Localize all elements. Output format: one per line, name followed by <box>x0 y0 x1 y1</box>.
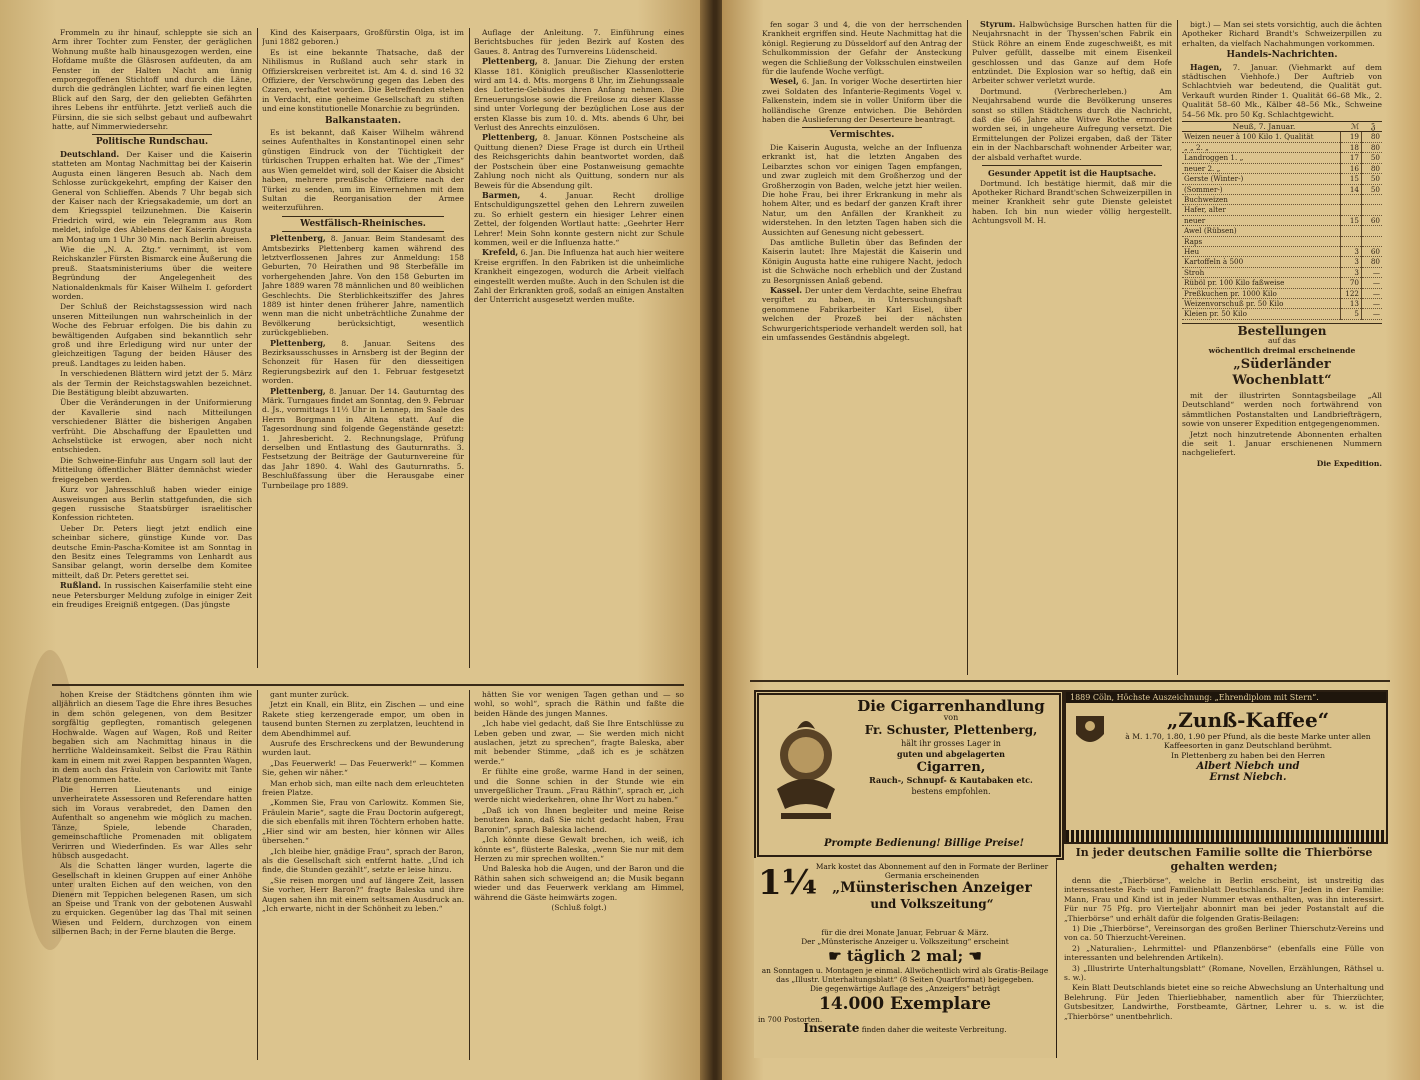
coffee-seller: Albert Niebch und <box>1196 760 1300 772</box>
left-top-column-2 <box>262 28 464 668</box>
market-title: Neuß, 7. Januar. <box>1232 122 1296 132</box>
grain-item: Weizen neuer à 100 Kilo 1. Qualität <box>1182 132 1341 142</box>
grain-price-row <box>1182 205 1382 215</box>
grain-price-row <box>1182 132 1382 142</box>
article-text: Die Kaiserin Augusta, welche an der Influenza erkrankt ist, hat die letzten Angaben des Leibarztes schon vor einigen Tagen empfangen, und zwar zugleich mit dem Großherzog und der Großherzogin von Baden, welche jetzt hier weilen. Die hohe Frau, bei ihrer Erkrankung in mehr als hohem Alter, und es bedarf der ganzen Kraft ihrer Natur, um den Anfällen der Krankheit zu widerstehen. In den letzten Tagen haben sich die Aussichten auf Genesung nicht gebessert. <box>762 142 962 237</box>
column-rule <box>469 690 470 1060</box>
story-text: „Sie reisen morgen und auf längere Zeit, lassen Sie vorher, Herr Baron?“ fragte Baleska und ihre Augen sahen ihn mit einem seltsamen Ausdruck an. „Ich erwarte, nicht in der Schönheit zu leben.“ <box>262 875 464 913</box>
left-top-column-1 <box>52 28 252 668</box>
grain-item: Rüböl pr. 100 Kilo faßweise <box>1182 278 1341 288</box>
thierboerse-item: 2) „Naturalien-, Lehrmittel- und Pflanzenbörse“ (ebenfalls eine Fülle von interessanten und belehrenden Artikeln). <box>1064 943 1384 963</box>
dateline: Krefeld, <box>482 247 519 258</box>
anzeiger-title: „Münsterischen Anzeiger <box>832 880 1032 896</box>
price-mark <box>1341 236 1362 246</box>
article-text: 8. Januar. Seitens des Bezirksausschusses in Arnsberg ist der Beginn der Schonzeit für Hasen für den diesseitigen Regierungsbezirk auf den 1. Februar festgesetzt worden. <box>262 338 464 386</box>
article-text: Über die Veränderungen in der Uniformierung der Kavallerie sind nach Mitteilungen verschiedener Blätter die bisherigen Angaben verfrüht. Die Abschaffung der Epauletten und Achselstücke ist erwogen, aber noch nicht entschieden. <box>52 398 252 455</box>
left-page <box>0 0 708 1080</box>
story-text: Und Baleska hob die Augen, und der Baron und die Räthin sahen sich schweigend an; die Musik begann wieder und das Feuerwerk verklang am Himmel, während die Gäste heimwärts zogen. <box>474 864 684 902</box>
grain-item: Kartoffeln à 500 <box>1182 257 1341 267</box>
anzeiger-line: Der „Münsterische Anzeiger u. Volkszeitung“ erscheint <box>801 937 1009 946</box>
price-pf: 60 <box>1362 215 1383 225</box>
story-text: Jetzt ein Knall, ein Blitz, ein Zischen — und eine Rakete stieg kerzengerade empor, um oben in tausend bunten Sternen zu zerplatzen, leuchtend in dem Abendhimmel auf. <box>262 700 464 738</box>
grain-item: Buchweizen <box>1182 194 1341 204</box>
dateline: Plettenberg, <box>270 233 326 244</box>
dateline: Hagen, <box>1190 61 1223 72</box>
orders-line: wöchentlich dreimal erscheinende <box>1208 345 1356 355</box>
orders-text: mit der illustrirten Sonntagsbeilage „All Deutschland“ werden noch fortwährend von sämmtlichen Postanstalten und Landbriefträgern, sowie von unserer Expedition entgegengenommen. <box>1182 391 1382 429</box>
grain-item: Weizenvorschuß pr. 50 Kilo <box>1182 298 1341 308</box>
eagle-emblem-icon <box>767 709 845 829</box>
grain-item: Heu <box>1182 246 1341 256</box>
cigar-ad-owner: Fr. Schuster, Plettenberg, <box>864 723 1038 737</box>
subheading-balkanstaaten: Balkanstaaten. <box>325 115 401 126</box>
story-text: „Ich bleibe hier, gnädige Frau“, sprach der Baron, als die Gesellschaft sich entfernt hatte. „Und ich finde, die Stunden gezählt“, setzte er leise hinzu. <box>262 846 464 875</box>
cigar-ad-line: Cigarren, <box>916 760 986 775</box>
advert-heading-appetit: Gesunder Appetit ist die Hauptsache. <box>987 168 1157 179</box>
story-text: hohen Kreise der Städtchens gönnten ihm wie alljährlich an diesem Tage die Ehre ihres Besuches in dem schön gelegenen, von dem Besitzer sorgfältig gepflegten, romantisch gelegenen Hochwalde. Wagen auf Wagen, Roß und Reiter begaben sich am Nachmittag hinaus in die herrliche Waldeinsamkeit. Selbst die Frau Räthin kam in einem mit zwei Rappen bespannten Wagen, in dem auch das Fräulein von Carlowitz mit Tante Platz genommen hatte. <box>52 690 252 784</box>
price-pf: 50 <box>1362 153 1383 163</box>
article-intro: Frommeln zu ihr hinauf, schleppte sie sich an Arm ihrer Tochter zum Fenster, der geräglichen Wohnung mußte halb hinausgezogen werden, eine Hofdame mußte die Gläsrosen aufdeuten, da am Fenster in der Halten Nacht am ünnig emporgegoffenen Stichtoff und durch die Läne, durch die gedränglen Lichter, warf fie einen legten Blick auf den Sarg, der den geliebten Gefährten ihres Lebens ihr entführte. Jetzt verließ auch die Fürsinn, die sie sich selbst gebaut und aufbewahrt hatte, auf Nimmerwiedersehr. <box>52 28 252 132</box>
price-pf: — <box>1362 278 1383 288</box>
article-text: 8. Januar. Die Ziehung der ersten Klasse 181. Königlich preußischer Klassenlotterie wird am 14. d. Mts. morgens 8 Uhr, im Ziehungssaale des Lotterie-Gebäudes ihren Anfang nehmen. Die Erneuerungslose sowie die Freilose zu dieser Klasse sind unter Vorlegung der bezüglichen Lose aus der ersten Klasse bis zum 10. d. Mts. abends 6 Uhr, bei Verlust des Anrechts einzulösen. <box>474 57 684 133</box>
story-text: „Kommen Sie, Frau von Carlowitz. Kommen Sie, Fräulein Marie“, sagte die Frau Doctorin aufgeregt, die sich ebenfalls mit ihren Töchtern erhoben hatte. „Hier sind wir am besten, hier können wir Alles übersehen.“ <box>262 798 464 846</box>
anzeiger-line: Mark kostet das Abonnement auf den in Formate der Berliner Germania erscheinenden <box>815 862 1049 880</box>
story-text: „Ich könnte diese Gewalt brechen, ich weiß, ich könnte es“, flüsterte Baleska, „wenn Sie nur mit dem Herzen zu mir sprechen wollten.“ <box>474 835 684 863</box>
cigar-ad-title: Die Cigarrenhandlung <box>857 697 1045 715</box>
price-mark <box>1341 205 1362 215</box>
grain-item: neuer <box>1182 215 1341 225</box>
story-text: Er fühlte eine große, warme Hand in der seinen, und die Sonne schien in der Stunde wie ein unvergeßlicher Traum. „Frau Räthin“, sprach er, „ich werde nicht wiederkehren, ohne Ihr Wort zu haben.“ <box>474 767 684 805</box>
article-text: 6. Jan. In voriger Woche desertirten hier zwei Soldaten des Infanterie-Regiments Vogel v. Falkenstein, indem sie in voller Uniform über die holländische Grenze entwichen. Die Behörden haben die Auslieferung der Deserteure beantragt. <box>762 77 962 125</box>
article-text: Das amtliche Bulletin über das Befinden der Kaiserin lautet: Ihre Majestät die Kaiserin und Königin Augusta hatte eine ruhigere Nacht, jedoch ist die Schwäche noch erheblich und der Zustand zu Besorgnissen Anlaß gebend. <box>762 237 962 285</box>
price-figure: 1¼ <box>758 863 818 903</box>
grain-price-row <box>1182 278 1382 288</box>
grain-item: Kleien pr. 50 Kilo <box>1182 309 1341 319</box>
story-text: Ausrufe des Erschreckens und der Bewunderung wurden laut. <box>262 739 464 758</box>
cigar-ad-line: guten und abgelagerten <box>897 749 1005 759</box>
article-text: Halbwüchsige Burschen hatten für die Neujahrsnacht in der Thyssen'schen Fabrik ein Stück Röhre an einem Ende zugeschweißt, es mit Pulver gefüllt, dasselbe mit einem Eisenkeil geschlossen und das Ganze auf dem Hofe entzündet. Die Explosion war so heftig, daß ein Arbeiter schwer verletzt wurde. <box>972 20 1172 86</box>
anzeiger-line: Die gegenwärtige Auflage des „Anzeigers“ beträgt <box>810 984 1000 993</box>
grain-item: Landroggen 1. „ <box>1182 153 1341 163</box>
price-pf: 50 <box>1362 174 1383 184</box>
grain-item: Hafer, alter <box>1182 205 1341 215</box>
grain-price-row <box>1182 309 1382 319</box>
left-bottom-column-2 <box>262 690 464 1060</box>
orders-line: auf das <box>1268 336 1296 346</box>
price-pf: — <box>1362 288 1383 298</box>
article-text: Ueber Dr. Peters liegt jetzt endlich eine scheinbar sichere, günstige Kunde vor. Das deutsche Emin-Pascha-Komitee ist am Sonntag in den Besitz eines Telegramms von Lenhardt aus Sansibar gelangt, worin derselbe dem Komitee mitteilt, daß Dr. Peters gerettet sei. <box>52 523 252 580</box>
price-mark: 70 <box>1341 278 1362 288</box>
grain-price-row <box>1182 298 1382 308</box>
left-bottom-column-1 <box>52 690 252 1060</box>
grain-price-row <box>1182 215 1382 225</box>
price-mark <box>1341 226 1362 236</box>
grain-item: Awel (Rübsen) <box>1182 226 1341 236</box>
story-text: gant munter zurück. <box>270 690 349 699</box>
grain-price-row <box>1182 288 1382 298</box>
coffee-advert <box>1064 690 1388 844</box>
subheading-deutschland: Deutschland. <box>60 148 120 159</box>
price-mark: 13 <box>1341 298 1362 308</box>
price-mark: 19 <box>1341 132 1362 142</box>
currency-pf-label: ჴ <box>1370 122 1376 132</box>
anzeiger-inserate: Inserate <box>803 1021 860 1035</box>
article-text: 8. Januar. Beim Standesamt des Amtsbezirks Plettenberg kamen während des letztverflossenen Jahres zur Anmeldung: 158 Geburten, 70 Heirathen und 98 Sterbefälle im vorhergehenden Jahre. Von den 158 Geburten im Jahre 1889 waren 78 männlichen und 80 weiblichen Geschlechts. Die Sterblichkeitsziffer des Jahres 1889 ist hinter denen früherer Jahre, namentlich wenn man die nicht unbeträchtliche Zunahme der Bevölkerung berücksichtigt, wesentlich zurückgeblieben. <box>262 234 464 338</box>
article-text: Kurz vor Jahresschluß haben wieder einige Ausweisungen aus Berlin stattgefunden, die sich gegen russische Staatsbürger israelitischer Konfession richteten. <box>52 485 252 523</box>
coffee-where: In Plettenberg zu haben bei den Herren <box>1170 750 1326 760</box>
price-mark: 3 <box>1341 246 1362 256</box>
grain-item: (Sommer-) <box>1182 184 1341 194</box>
right-top-column-1 <box>762 20 962 675</box>
price-pf <box>1362 236 1383 246</box>
ads-divider <box>750 680 1390 682</box>
article-text: Wie die „N. A. Ztg.“ vernimmt, ist vom Reichskanzler Fürsten Bismarck eine Äußerung die preuß. Staatsministeriums über die weitere Begründung der Angelegenheit des Nationaldenkmals für Kaiser Wilhelm I. gefordert worden. <box>52 244 252 301</box>
right-top-column-2 <box>972 20 1172 675</box>
article-text: 6. Jan. Die Influenza hat auch hier weitere Kreise ergriffen. In den Fabriken ist die unheimliche Krankheit eingezogen, wodurch die Arbeit vielfach eingestellt werden mußte. Auch in den Schulen ist die Zahl der Erkrankten groß, sodaß an einigen Anstalten der Unterricht ausgesetzt werden mußte. <box>474 248 684 305</box>
column-rule <box>469 28 470 668</box>
coffee-seller: Ernst Niebch. <box>1209 771 1287 783</box>
grain-price-row <box>1182 257 1382 267</box>
muensterischer-anzeiger-advert <box>754 858 1057 1058</box>
anzeiger-line: in 700 Postorten. <box>758 1015 823 1024</box>
grain-item: neuer 2. „ <box>1182 163 1341 173</box>
grain-price-row <box>1182 246 1382 256</box>
orders-text: Jetzt noch hinzutretende Abonnenten erhalten die seit 1. Januar erschienenen Nummern nachgeliefert. <box>1182 429 1382 458</box>
story-text: Als die Schatten länger wurden, lagerte die Gesellschaft in kleinen Gruppen auf einer Anhöhe unter uralten Eichen auf den weichen, von den Dienern mit Teppichen belegenen Rasen, um sich an Speise und Trank von der gebotenen Auswahl zu erquicken. Gegenüber lag das Thal mit seinen Wiesen und Feldern, durchzogen von einem silbernen Bach; in der Ferne blauten die Berge. <box>52 861 252 937</box>
anzeiger-line: finden daher die weiteste Verbreitung. <box>861 1025 1007 1034</box>
story-text: Man erhob sich, man eilte nach dem erleuchteten freien Platze. <box>262 778 464 798</box>
price-pf: 80 <box>1362 142 1383 152</box>
column-rule <box>257 690 258 1060</box>
price-pf: — <box>1362 267 1383 277</box>
story-text: hätten Sie vor wenigen Tagen gethan und — so wohl, so wohl“, sprach die Räthin und faßte die beiden Hände des jungen Mannes. <box>474 690 684 718</box>
grain-price-row <box>1182 163 1382 173</box>
dateline: Plettenberg, <box>270 337 326 348</box>
price-pf: 80 <box>1362 257 1383 267</box>
grain-price-row <box>1182 153 1382 163</box>
anzeiger-title: und Volkszeitung“ <box>870 897 994 911</box>
anzeiger-daily-text: täglich 2 mal; <box>846 947 964 965</box>
subheading-russland: Rußland. <box>60 580 101 591</box>
currency-mark-label: ℳ <box>1350 122 1360 132</box>
price-mark: 15 <box>1341 215 1362 225</box>
price-mark: 3 <box>1341 267 1362 277</box>
price-mark: 15 <box>1341 174 1362 184</box>
anzeiger-daily <box>758 946 1052 966</box>
cigar-ad-line: von <box>943 713 959 722</box>
thierboerse-item: 3) „Illustrirte Unterhaltungsblatt“ (Romane, Novellen, Erzählungen, Räthsel u. s. w.). <box>1064 963 1384 983</box>
price-pf: 60 <box>1362 246 1383 256</box>
article-text: Der Kaiser und die Kaiserin statteten am Montag Nachmittag bei der Kaiserin Augusta einen längeren Besuch ab. Nach dem Schlosse zurückgekehrt, empfing der Kaiser den General von Schlieffen. Abends 7 Uhr begab sich der Kaiser nach der Kriegsakademie, um dort an dem Kriegsspiel teilzunehmen. Die Kaiserin Friedrich wird, wie ein Telegramm aus Rom meldet, infolge des Ablebens der Kaiserin Augusta am Montag um 1 Uhr 30 Min. nach Berlin abreisen. <box>52 149 252 244</box>
article-text: Auflage der Anleitung. 7. Einführung eines Berichtsbuches für jeden Bezirk auf Kosten des Gaues. 8. Antrag des Turnvereins Lüdenscheid. <box>474 28 684 56</box>
dateline: Wesel, <box>770 76 799 87</box>
article-text: 7. Januar. (Viehmarkt auf dem städtischen Viehhofe.) Der Auftrieb von Schlachtvieh war bedeutend, die Qualität gut. Verkauft wurden Rinder 1. Qualität 66–68 Mk., 2. Qualität 58–60 Mk., Kälber 48–56 Mk., Schweine 54–56 Mk. pro 50 Kg. Schlachtgewicht. <box>1182 62 1382 119</box>
price-pf <box>1362 226 1383 236</box>
dateline: Barmen, <box>482 189 521 200</box>
article-text: Dortmund. (Verbrecherleben.) Am Neujahrsabend wurde die Bevölkerung unseres sonst so stillen Städtchens durch die Nachricht, daß die 66 Jahre alte Witwe Rothe ermordet worden sei, in ungeheure Aufregung versetzt. Die Ermittelungen der Polizei ergaben, daß der Täter ein in der Nachbarschaft wohnender Arbeiter war, der alsbald verhaftet wurde. <box>972 86 1172 162</box>
section-heading-handels-nachrichten: Handels-Nachrichten. <box>1226 50 1338 61</box>
price-pf: 50 <box>1362 184 1383 194</box>
anzeiger-copies: 14.000 Exemplare <box>818 994 991 1014</box>
price-mark: 5 <box>1341 309 1362 319</box>
thierboerse-item: 1) Die „Thierbörse“, Vereinsorgan des großen Berliner Thierschutz-Vereins und von ca. 50 Thierzucht-Vereinen. <box>1064 924 1384 943</box>
story-text: „Das Feuerwerk! — Das Feuerwerk!“ — Kommen Sie, gehen wir näher.“ <box>262 758 464 778</box>
anzeiger-line: an Sonntagen u. Montagen je einmal. Allwöchentlich wird als Gratis-Beilage das „Illustr. Unterhaltungsblatt“ (8 Seiten Quartformat) beigegeben. <box>761 966 1049 984</box>
dateline: Plettenberg, <box>270 385 326 396</box>
cigar-ad-footer: Prompte Bedienung! Billige Preise! <box>824 838 1024 849</box>
continuation-note: (Schluß folgt.) <box>551 902 607 912</box>
article-text: Der unter dem Verdachte, seine Ehefrau vergiftet zu haben, in Untersuchungshaft genommene Fabrikarbeiter Karl Eisel, über welchen der Prozeß bei der nächsten Schwurgerichtsperiode verhandelt werden soll, hat ein umfassendes Geständnis abgelegt. <box>762 285 962 342</box>
article-text: 8. Januar. Können Postscheine als Quittung dienen? Diese Frage ist durch ein Urtheil des Reichsgerichts dahin beantwortet worden, daß der Postschein über eine Postanweisung gemachte Zahlung noch nicht als Quittung, sondern nur als Beweis für die Absendung gilt. <box>474 133 684 190</box>
left-top-column-3 <box>474 28 684 668</box>
left-bottom-column-3 <box>474 690 684 1060</box>
grain-price-row <box>1182 236 1382 246</box>
advert-text: Dortmund. Ich bestätige hiermit, daß mir die Apotheker Richard Brandt'schen Schweizerpillen in meiner Krankheit sehr gute Dienste geleistet haben. Ich bin nun wieder völlig hergestellt. Achtungsvoll M. H. <box>972 178 1172 226</box>
cigar-shop-advert <box>754 690 1064 860</box>
section-heading-westfaelisch-rheinisches: Westfälisch-Rheinisches. <box>300 218 426 229</box>
price-pf: 80 <box>1362 132 1383 142</box>
price-pf <box>1362 205 1383 215</box>
price-pf: — <box>1362 309 1383 319</box>
right-page <box>722 0 1420 1080</box>
newspaper-title: „Süderländer Wochenblatt“ <box>1232 357 1332 388</box>
price-mark <box>1341 194 1362 204</box>
price-mark: 3 <box>1341 257 1362 267</box>
column-rule <box>1177 20 1178 675</box>
grain-item: Raps <box>1182 236 1341 246</box>
article-text: Kind des Kaiserpaars, Großfürstin Olga, ist im Juni 1882 geboren.) <box>262 28 464 47</box>
crest-icon <box>1072 712 1108 752</box>
grain-price-row <box>1182 184 1382 194</box>
dateline: Kassel. <box>770 284 803 295</box>
decorative-border <box>1066 830 1386 842</box>
grain-price-row <box>1182 174 1382 184</box>
coffee-ad-award: 1889 Cöln, Höchste Auszeichnung: „Ehrendiplom mit Stern“. <box>1066 692 1386 703</box>
price-pf: 80 <box>1362 163 1383 173</box>
article-text: 4. Januar. Recht drollige Entschuldigungszettel gehen den Lehrern zuweilen zu. So erhielt gestern ein hiesiger Lehrer einen Zettel, der folgenden Wortlaut hatte: „Geehrter Herr Lehrer! Mein Sohn konnte gestern nicht zur Schule kommen, weil er die Influenza hatte.“ <box>474 190 684 247</box>
section-heading-vermischtes: Vermischtes. <box>829 130 895 141</box>
dateline: Plettenberg, <box>482 56 538 67</box>
coffee-brand: „Zunß-Kaffee“ <box>1166 708 1330 732</box>
coffee-prices: à M. 1.70, 1.80, 1.90 per Pfund, als die beste Marke unter allen Kaffeesorten in ganz Deutschland berühmt. <box>1125 732 1371 751</box>
right-top-column-3 <box>1182 20 1382 690</box>
cigar-ad-line: Rauch-, Schnupf- & Kautabaken etc. <box>869 775 1033 785</box>
grain-item: Gerste (Winter-) <box>1182 174 1341 184</box>
article-text: In verschiedenen Blättern wird jetzt der 5. März als der Termin der Reichstagswahlen bezeichnet. Die Bestätigung bleibt abzuwarten. <box>52 369 252 398</box>
orders-heading: Bestellungen <box>1237 323 1327 338</box>
price-mark: 14 <box>1341 184 1362 194</box>
grain-item: Preßkuchen pr. 1000 Kilo <box>1182 288 1341 298</box>
price-mark: 16 <box>1341 163 1362 173</box>
article-text: Der Schluß der Reichstagssession wird nach unseren Mitteilungen nun wahrscheinlich in der Woche des Februar erfolgen. Die bis dahin zu bewältigenden Aufgaben sind bekanntlich sehr groß und ihre Erledigung wird nur unter der gleichzeitigen Tagung der beiden Häuser des preuß. Landtages zu leiden haben. <box>52 302 252 368</box>
cigar-ad-line: bestens empfohlen. <box>911 787 991 796</box>
price-mark: 18 <box>1341 142 1362 152</box>
dateline: Styrum. <box>980 20 1016 29</box>
section-heading-politische-rundschau: Politische Rundschau. <box>95 137 209 148</box>
thierboerse-title: In jeder deutschen Familie sollte die Thierbörse gehalten werden; <box>1075 846 1373 873</box>
price-pf <box>1362 194 1383 204</box>
thierboerse-item: Kein Blatt Deutschlands bietet eine so reiche Abwechslung an Unterhaltung und Belehrung. Für Jeden Thierliebhaber, namentlich aber für Thierzüchter, Gutsbesitzer, Landwirthe, Forstbeamte, Gärtner, Lehrer u. s. w. ist die „Thierbörse“ unentbehrlich. <box>1064 983 1384 1021</box>
article-text: fen sogar 3 und 4, die von der herrschenden Krankheit ergriffen sind. Heute Nachmittag hat die königl. Regierung zu Düsseldorf auf den Antrag der Schulkommission der Gefahr der Ansteckung wegen die Schließung der Volksschulen einstweilen für die laufende Woche verfügt. <box>762 20 962 77</box>
column-rule <box>967 20 968 675</box>
article-text: bigt.) — Man sei stets vorsichtig, auch die ächten Apotheker Richard Brandt's Schweizerpillen zu erhalten, da vielfach Nachahmungen vorkommen. <box>1182 20 1382 48</box>
article-text: Es ist bekannt, daß Kaiser Wilhelm während seines Aufenthaltes in Konstantinopel einen sehr günstigen Eindruck von der Tüchtigkeit der türkischen Truppen erhalten hat. Wie der „Times“ aus Wien gemeldet wird, soll der Kaiser die Absicht haben, mehrere preußische Offiziere nach der Türkei zu senden, um im Einvernehmen mit dem Sultan die Reorganisation der Armee weiterzuführen. <box>262 128 464 213</box>
cigar-ad-line: hält ihr grosses Lager in <box>901 739 1001 748</box>
grain-price-row <box>1182 194 1382 204</box>
story-text: „Daß ich von Ihnen begleiter und meine Reise benutzen kann, daß Sie nicht gedacht haben, Frau Baronin“, sprach Baleska lachend. <box>474 805 684 834</box>
grain-price-row <box>1182 142 1382 152</box>
grain-price-row <box>1182 267 1382 277</box>
price-mark: 122 <box>1341 288 1362 298</box>
article-text: In russischen Kaiserfamilie steht eine neue Petersburger Meldung zufolge in einiger Zeit ein freudiges Ereigniß entgegen. (Das jüngste <box>52 581 252 609</box>
story-text: Die Herren Lieutenants und einige unverheiratete Assessoren und Referendare hatten sich im Voraus verabredet, den Damen den Aufenthalt so angenehm wie möglich zu machen. Tänze, Spiele, lebende Charaden, gemeinschaftliche Promenaden mit obligatem Verirren und Wiederfinden. Es war Alles sehr hübsch ausgedacht. <box>52 785 252 860</box>
grain-price-table <box>1182 132 1382 319</box>
grain-item: „ „ 2. „ <box>1182 142 1341 152</box>
thierboerse-text: denn die „Thierbörse“, welche in Berlin erscheint, ist unstreitig das interessanteste Fach- und Familienblatt Deutschlands. Für Jeden in der Familie: Mann, Frau und Kind ist in jeder Nummer etwas enthalten, was ihn interessirt. Für nur 75 Pfg. pro Vierteljahr abonnirt man bei jeder Postanstalt auf die „Thierbörse“ und erhält dafür die folgenden Gratis-Beilagen: <box>1064 876 1384 923</box>
dateline: Plettenberg, <box>482 132 538 143</box>
grain-price-row <box>1182 226 1382 236</box>
orders-signature: Die Expedition. <box>1316 458 1382 468</box>
pointing-hand-icon: ☚ <box>963 947 982 965</box>
price-pf: — <box>1362 298 1383 308</box>
article-text: Die Schweine-Einfuhr aus Ungarn soll laut der Mitteilung öffentlicher Blätter demnächst wieder freigegeben werden. <box>52 455 252 484</box>
column-rule <box>257 28 258 668</box>
article-text: Es ist eine bekannte Thatsache, daß der Nihilismus in Rußland auch sehr stark in Offizierskreisen verbreitet ist. Am 4. d. sind 16 32 Offiziere, der Verschwörung gegen das Leben des Czaren, verhaftet worden. Die Betreffenden stehen in Verdacht, eine geheime Gesellschaft zu stiften und eine konstitutionelle Monarchie zu begründen. <box>262 47 464 114</box>
thierboerse-advert <box>1064 846 1384 1060</box>
anzeiger-line: für die drei Monate Januar, Februar & März. <box>821 928 989 937</box>
feuilleton-divider <box>52 684 684 686</box>
article-text: 8. Januar. Der 14. Gauturntag des Märk. Turngaues findet am Sonntag, den 9. Februar d. Js., vormittags 11½ Uhr in Lennep, im Saale des Herrn Borgmann in Altena statt. Auf die Tagesordnung sind folgende Gegenstände gesetzt: 1. Jahresbericht. 2. Rechnungslage, Prüfung derselben und Entlastung des Gauturnraths. 3. Festsetzung der Beiträge der Gauturnvereine für das Jahr 1890. 4. Wahl des Gauturnraths. 5. Beschlußfassung über die Herausgabe einer Turnbeilage pro 1889. <box>262 386 464 490</box>
pointing-hand-icon: ☛ <box>828 947 847 965</box>
story-text: „Ich habe viel gedacht, daß Sie Ihre Entschlüsse zu Leben geben und zwar, — Sie werden mich nicht auslachen, jetzt zu sprechen“, fragte Baleska, aber mit bebender Stimme, „daß ich es je schätzen werde.“ <box>474 719 684 766</box>
grain-item: Stroh <box>1182 267 1341 277</box>
price-mark: 17 <box>1341 153 1362 163</box>
